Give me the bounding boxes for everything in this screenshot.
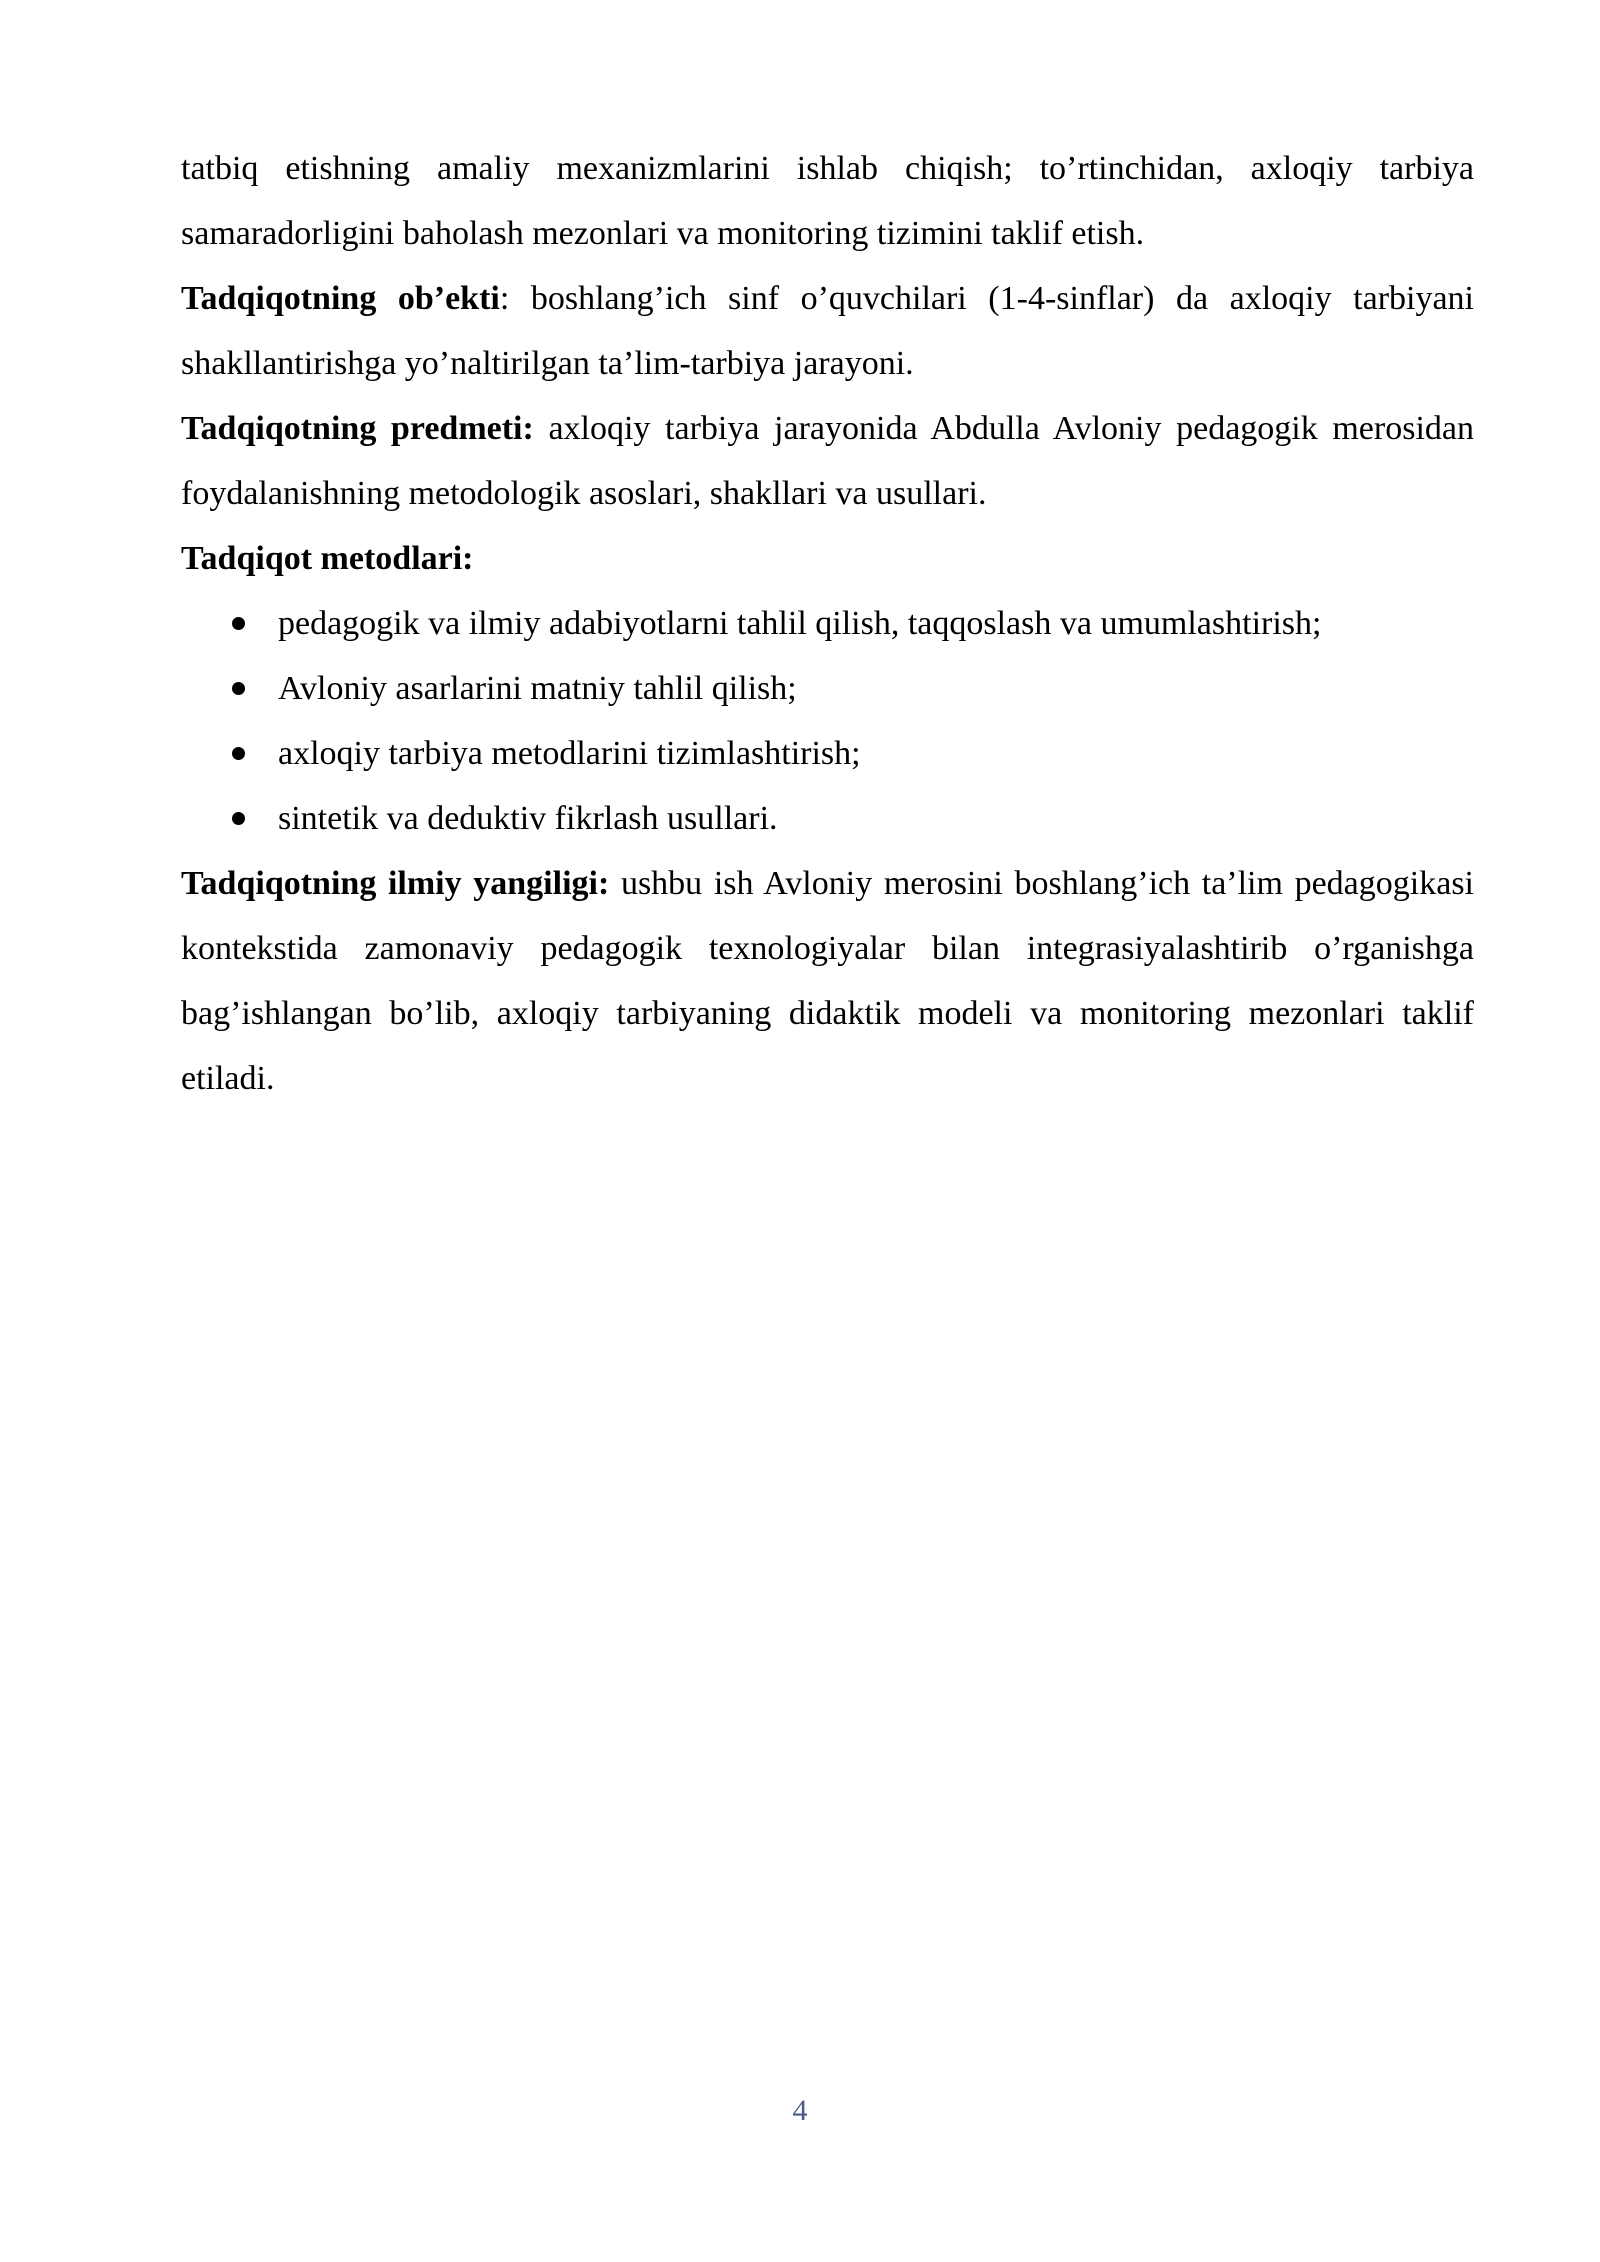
list-item-text: axloqiy tarbiya metodlarini tizimlashtirish; <box>278 735 861 772</box>
object-text: : boshlang’ich sinf o’quvchilari (1-4-sinflar) da axloqiy tarbiyani shakllantirishga yo’naltirilgan ta’lim-tarbiya jarayoni. <box>181 280 1474 382</box>
subject-label: Tadqiqotning predmeti: <box>181 410 534 447</box>
bullet-icon <box>232 812 245 825</box>
novelty-text: ushbu ish Avloniy merosini boshlang’ich ta’lim pedagogikasi kontekstida zamonaviy pedagogik texnologiyalar bilan integrasiyalashtirib o’rganishga bag’ishlangan bo’lib, axloqiy tarbiyaning didaktik modeli va monitoring mezonlari taklif etiladi. <box>181 865 1474 1097</box>
body-text <box>181 136 1474 1111</box>
methods-heading-paragraph <box>181 526 1474 591</box>
list-item <box>181 786 1474 851</box>
methods-heading: Tadqiqot metodlari: <box>181 540 474 577</box>
object-label: Tadqiqotning ob’ekti <box>181 280 500 317</box>
list-item <box>181 591 1474 656</box>
novelty-paragraph <box>181 851 1474 1111</box>
object-paragraph <box>181 266 1474 396</box>
continuation-text: tatbiq etishning amaliy mexanizmlarini ishlab chiqish; to’rtinchidan, axloqiy tarbiya samaradorligini baholash mezonlari va monitoring tizimini taklif etish. <box>181 150 1474 252</box>
bullet-icon <box>232 747 245 760</box>
subject-text: axloqiy tarbiya jarayonida Abdulla Avloniy pedagogik merosidan foydalanishning metodologik asoslari, shakllari va usullari. <box>181 410 1474 512</box>
list-item <box>181 656 1474 721</box>
continuation-paragraph <box>181 136 1474 266</box>
bullet-icon <box>232 617 245 630</box>
list-item <box>181 721 1474 786</box>
list-item-text: sintetik va deduktiv fikrlash usullari. <box>278 800 778 837</box>
subject-paragraph <box>181 396 1474 526</box>
page-number: 4 <box>792 2094 808 2127</box>
list-item-text: pedagogik va ilmiy adabiyotlarni tahlil qilish, taqqoslash va umumlashtirish; <box>278 605 1322 642</box>
list-item-text: Avloniy asarlarini matniy tahlil qilish; <box>278 670 797 707</box>
bullet-icon <box>232 682 245 695</box>
methods-list <box>181 591 1474 851</box>
novelty-label: Tadqiqotning ilmiy yangiligi: <box>181 865 610 902</box>
